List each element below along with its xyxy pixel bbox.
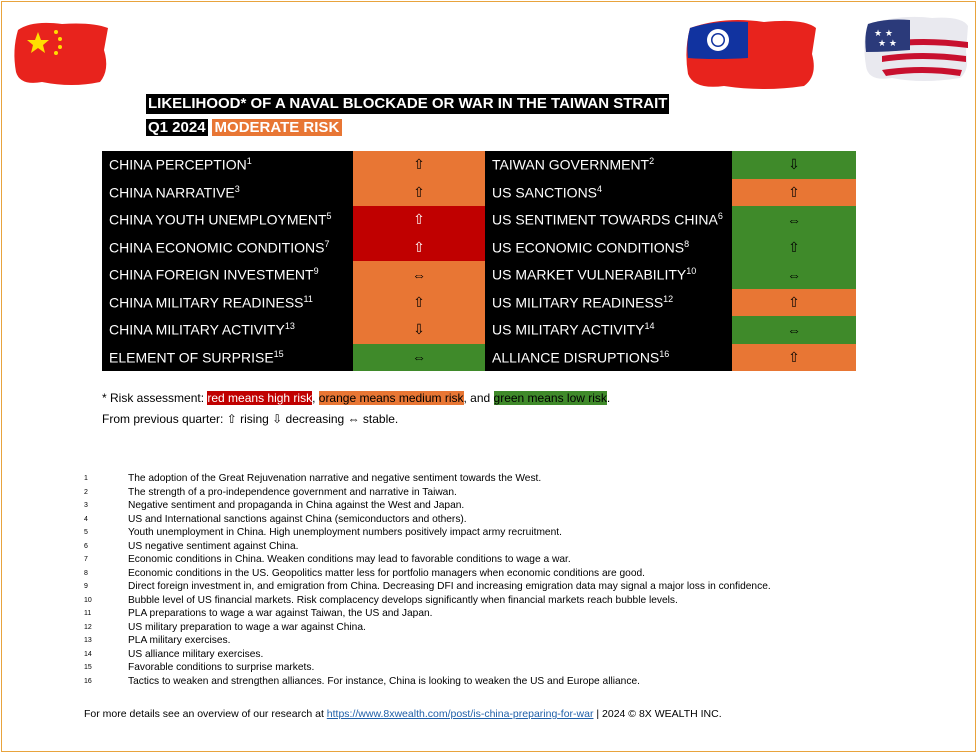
risk-indicator-cell xyxy=(732,261,856,289)
trend-legend xyxy=(102,412,398,426)
footnote-text: PLA military exercises. xyxy=(128,635,231,646)
footnote-number: 8 xyxy=(84,569,88,577)
rising-arrow-icon: ⇧ xyxy=(226,412,237,426)
footnote-number: 5 xyxy=(84,529,88,536)
risk-indicator-cell xyxy=(353,151,485,179)
table-row xyxy=(102,206,856,234)
footnote-number: 16 xyxy=(84,677,92,685)
trend-arrow-icon: ⇧ xyxy=(413,293,425,310)
footnote-number: 7 xyxy=(84,556,88,563)
legend-sep: , and xyxy=(463,391,494,405)
list-item xyxy=(84,472,771,486)
footnotes xyxy=(84,472,771,688)
footnote-text: Economic conditions in China. Weaken conditions may lead to favorable conditions to wage a war. xyxy=(128,554,571,565)
footnote-number: 13 xyxy=(84,637,92,644)
trend-rising: rising xyxy=(236,412,273,426)
footnote-number: 4 xyxy=(84,515,88,523)
risk-indicator-cell xyxy=(353,179,485,207)
table-row xyxy=(102,234,856,262)
trend-stable: stable. xyxy=(359,412,399,426)
list-item xyxy=(84,526,771,540)
list-item xyxy=(84,486,771,500)
list-item xyxy=(84,634,771,648)
trend-decreasing: decreasing xyxy=(282,412,348,426)
footnote-text: The adoption of the Great Rejuvenation narrative and negative sentiment towards the West. xyxy=(128,473,542,484)
stable-arrow-icon: ⇔ xyxy=(347,412,360,426)
risk-level-badge: MODERATE RISK xyxy=(212,119,343,136)
trend-arrow-icon: ⇔ xyxy=(412,349,426,366)
trend-arrow-icon: ⇧ xyxy=(413,156,425,173)
indicator-label: CHINA PERCEPTION$^1$ xyxy=(102,151,353,179)
table-row xyxy=(102,316,856,344)
footnote-text: Negative sentiment and propaganda in China against the West and Japan. xyxy=(128,500,465,511)
footer-prefix: For more details see an overview of our research at xyxy=(84,708,327,720)
research-link[interactable]: https://www.8xwealth.com/post/is-china-preparing-for-war xyxy=(326,708,594,720)
indicator-label: CHINA MILITARY READINESS$^{11}$ xyxy=(102,289,353,317)
table-row xyxy=(102,289,856,317)
indicator-label: CHINA YOUTH UNEMPLOYMENT$^5$ xyxy=(102,206,353,234)
footnote-number: 2 xyxy=(84,488,88,496)
footnote-text: Youth unemployment in China. High unemployment numbers positively impact army recruitment. xyxy=(128,527,562,538)
indicator-label: US ECONOMIC CONDITIONS$^8$ xyxy=(485,234,732,262)
risk-indicator-cell xyxy=(732,316,856,344)
trend-arrow-icon: ⇧ xyxy=(788,183,800,200)
trend-arrow-icon: ⇔ xyxy=(787,211,801,228)
risk-indicator-cell xyxy=(353,344,485,372)
list-item xyxy=(84,499,771,513)
taiwan-flag-icon xyxy=(684,14,820,92)
indicator-label: ELEMENT OF SURPRISE$^{15}$ xyxy=(102,344,353,372)
risk-legend xyxy=(102,391,610,405)
trend-arrow-icon: ⇧ xyxy=(413,238,425,255)
indicator-label: US SANCTIONS$^4$ xyxy=(485,179,732,207)
footnote-text: US military preparation to wage a war against China. xyxy=(128,621,366,633)
risk-indicator-cell xyxy=(353,234,485,262)
trend-arrow-icon: ⇧ xyxy=(413,211,425,228)
footnote-text: US and International sanctions against China (semiconductors and others). xyxy=(128,513,467,525)
footer-copyright: | 2024 © 8X WEALTH INC. xyxy=(593,708,722,720)
trend-arrow-icon: ⇔ xyxy=(787,266,801,283)
table-row xyxy=(102,151,856,179)
indicator-label: ALLIANCE DISRUPTIONS$^{16}$ xyxy=(485,344,732,372)
legend-prefix: * Risk assessment: xyxy=(102,391,208,405)
footnote-text: Favorable conditions to surprise markets. xyxy=(128,662,315,673)
footnote-number: 9 xyxy=(84,583,88,590)
footnote-number: 3 xyxy=(84,502,88,509)
legend-red: red means high risk xyxy=(207,391,313,405)
list-item xyxy=(84,648,771,662)
risk-indicator-cell xyxy=(353,289,485,317)
trend-arrow-icon: ⇩ xyxy=(413,321,425,338)
footnote-number: 6 xyxy=(84,542,88,550)
indicator-label: TAIWAN GOVERNMENT$^2$ xyxy=(485,151,732,179)
trend-arrow-icon: ⇧ xyxy=(788,348,800,365)
risk-indicator-cell xyxy=(732,234,856,262)
trend-arrow-icon: ⇧ xyxy=(788,238,800,255)
risk-indicator-cell xyxy=(732,206,856,234)
risk-summary xyxy=(146,118,342,138)
risk-indicator-cell xyxy=(353,316,485,344)
footnote-number: 10 xyxy=(84,596,92,604)
list-item xyxy=(84,513,771,527)
list-item xyxy=(84,661,771,675)
trend-arrow-icon: ⇧ xyxy=(413,183,425,200)
footnote-text: Bubble level of US financial markets. Risk complacency develops significantly when financial markets reach bubble levels. xyxy=(128,594,678,606)
risk-indicator-cell xyxy=(732,289,856,317)
footnote-text: Direct foreign investment in, and emigration from China. Decreasing DFI and increasing emigration data may signal a major loss in confidence. xyxy=(128,581,771,592)
table-row xyxy=(102,261,856,289)
indicator-label: US MILITARY READINESS$^{12}$ xyxy=(485,289,732,317)
footnote-text: PLA preparations to wage a war against Taiwan, the US and Japan. xyxy=(128,608,433,619)
trend-prefix: From previous quarter: xyxy=(102,412,227,426)
footnote-text: US negative sentiment against China. xyxy=(128,540,299,552)
trend-arrow-icon: ⇩ xyxy=(788,156,800,173)
risk-indicator-cell xyxy=(732,151,856,179)
list-item xyxy=(84,553,771,567)
footnote-number: 11 xyxy=(84,610,92,617)
list-item xyxy=(84,621,771,635)
legend-orange: orange means medium risk xyxy=(318,391,464,405)
legend-sep: , xyxy=(312,391,319,405)
list-item xyxy=(84,594,771,608)
legend-green: green means low risk xyxy=(493,391,607,405)
indicator-label: CHINA MILITARY ACTIVITY$^{13}$ xyxy=(102,316,353,344)
trend-arrow-icon: ⇧ xyxy=(788,293,800,310)
svg-text:★ ★: ★ ★ xyxy=(874,29,893,39)
decreasing-arrow-icon: ⇩ xyxy=(272,412,283,426)
china-flag-icon xyxy=(12,20,112,88)
indicator-label: US MILITARY ACTIVITY$^{14}$ xyxy=(485,316,732,344)
list-item xyxy=(84,567,771,581)
svg-text:★ ★: ★ ★ xyxy=(878,39,897,49)
list-item xyxy=(84,607,771,621)
footnote-text: Economic conditions in the US. Geopolitics matter less for portfolio managers when economic conditions are good. xyxy=(128,567,645,579)
footnote-number: 12 xyxy=(84,623,92,631)
legend-end: . xyxy=(606,391,611,405)
indicator-label: CHINA NARRATIVE$^3$ xyxy=(102,179,353,207)
risk-indicator-cell xyxy=(732,344,856,372)
footnote-number: 1 xyxy=(84,475,88,482)
footer xyxy=(84,708,722,720)
risk-indicator-table xyxy=(102,151,856,371)
footnote-text: US alliance military exercises. xyxy=(128,648,264,660)
risk-indicator-cell xyxy=(353,261,485,289)
table-row xyxy=(102,344,856,372)
risk-indicator-cell xyxy=(732,179,856,207)
list-item xyxy=(84,540,771,554)
list-item xyxy=(84,580,771,594)
indicator-label: CHINA ECONOMIC CONDITIONS$^7$ xyxy=(102,234,353,262)
footnote-number: 15 xyxy=(84,664,92,671)
us-flag-icon xyxy=(862,12,972,84)
indicator-label: CHINA FOREIGN INVESTMENT$^9$ xyxy=(102,261,353,289)
list-item xyxy=(84,675,771,689)
page-title: LIKELIHOOD* OF A NAVAL BLOCKADE OR WAR IN THE TAIWAN STRAIT xyxy=(148,95,668,112)
trend-arrow-icon: ⇔ xyxy=(787,321,801,338)
trend-arrow-icon: ⇔ xyxy=(412,266,426,283)
indicator-label: US SENTIMENT TOWARDS CHINA$^6$ xyxy=(485,206,732,234)
table-row xyxy=(102,179,856,207)
footnote-text: Tactics to weaken and strengthen alliances. For instance, China is looking to weaken the US and Europe alliance. xyxy=(128,675,640,687)
quarter-label: Q1 2024 xyxy=(148,119,206,136)
footnote-text: The strength of a pro-independence government and narrative in Taiwan. xyxy=(128,486,457,498)
indicator-label: US MARKET VULNERABILITY$^{10}$ xyxy=(485,261,732,289)
footnote-number: 14 xyxy=(84,650,92,658)
risk-indicator-cell xyxy=(353,206,485,234)
